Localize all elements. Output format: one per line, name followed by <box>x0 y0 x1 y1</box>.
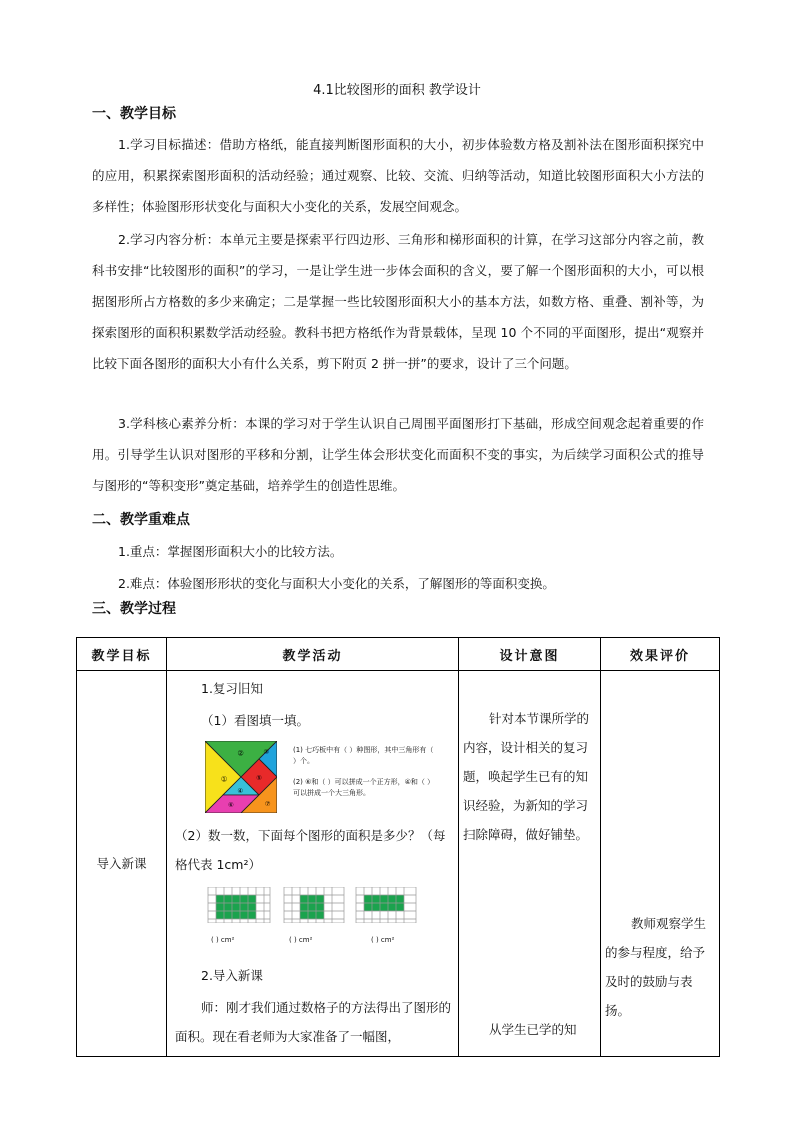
tangram-label-4: ④ <box>237 786 244 795</box>
paragraph-content-analysis: 2.学习内容分析：本单元主要是探索平行四边形、三角形和梯形面积的计算，在学习这部分内容之前，教科书安排“比较图形的面积”的学习，一是让学生进一步体会面积的含义，要了解一个图形面积的大小，可以根据图形所占方格数的多少来确定；二是掌握一些比较图形面积大小的基本方法，如数方格、重叠、割补等，为探索图形的面积积累数学活动经验。教科书把方格纸作为背景载体，呈现 10 个不同的平面图形，提出“观察并比较下面各图形的面积大小有什么关系，剪下附页 2 拼一拼”的要求，设计了三个问题。 <box>92 232 704 371</box>
teaching-process-table <box>76 637 720 1057</box>
cell-intent <box>459 671 601 1057</box>
tangram-fill-question-2: (2) ⑥和（ ）可以拼成一个正方形，④和（ ）可以拼成一个大三角形。 <box>293 778 435 797</box>
tangram-label-6: ⑥ <box>228 801 234 810</box>
tangram-figure <box>205 741 277 813</box>
table-header-row <box>77 638 720 671</box>
intent-text-2: 从学生已学的知 <box>489 1022 577 1037</box>
header-evaluation: 效果评价 <box>601 638 720 671</box>
header-activity: 教学活动 <box>167 638 459 671</box>
activity-intro-heading: 2.导入新课 <box>201 968 263 983</box>
grid-answer-2: ( ) cm² <box>289 936 313 944</box>
list-item-difficulty: 2.难点：体验图形形状的变化与面积大小变化的关系，了解图形的等面积变换。 <box>118 576 555 591</box>
activity-question-2: （2）数一数，下面每个图形的面积是多少？（每格代表 1cm²） <box>175 828 446 872</box>
section-heading-key-points: 二、教学重难点 <box>92 512 190 528</box>
list-item-key-point: 1.重点：掌握图形面积大小的比较方法。 <box>118 544 343 559</box>
section-heading-goals: 一、教学目标 <box>92 106 176 122</box>
tangram-label-7: ⑦ <box>264 799 271 808</box>
paragraph-literacy-analysis: 3.学科核心素养分析：本课的学习对于学生认识自己周围平面图形打下基础，形成空间观念起着重要的作用。引导学生认识对图形的平移和分割，让学生体会形状变化而面积不变的事实，为后续学习面积公式的推导与图形的“等积变形”奠定基础，培养学生的创造性思维。 <box>92 416 704 493</box>
tangram-label-1: ① <box>220 774 228 784</box>
grid-figure-2 <box>283 887 345 923</box>
tangram-label-2: ② <box>237 748 244 758</box>
section-heading-process: 三、教学过程 <box>92 601 176 617</box>
evaluation-text: 教师观察学生的参与程度，给予及时的鼓励与表扬。 <box>605 916 707 1018</box>
table-row <box>77 671 720 1057</box>
header-intent: 设计意图 <box>459 638 601 671</box>
cell-evaluation <box>601 671 720 1057</box>
cell-activity <box>167 671 459 1057</box>
grid-answer-3: ( ) cm² <box>371 936 395 944</box>
tangram-label-3: ③ <box>263 747 270 756</box>
activity-question-1: （1）看图填一填。 <box>201 713 309 728</box>
activity-review-heading: 1.复习旧知 <box>201 681 263 696</box>
document-title: 4.1比较图形的面积 教学设计 <box>313 83 481 98</box>
header-goal: 教学目标 <box>77 638 167 671</box>
cell-goal <box>77 671 167 1057</box>
grid-figure-1 <box>207 887 271 923</box>
intent-text-1: 针对本节课所学的内容，设计相关的复习题，唤起学生已有的知识经验，为新知的学习扫除障碍，做好铺垫。 <box>463 711 590 842</box>
tangram-fill-question-1: (1) 七巧板中有（ ）种图形，其中三角形有（ ）个。 <box>293 746 434 765</box>
tangram-label-5: ⑤ <box>256 773 262 782</box>
grid-answer-1: ( ) cm² <box>211 936 235 944</box>
paragraph-goal-description: 1.学习目标描述：借助方格纸，能直接判断图形面积的大小，初步体验数方格及割补法在图形面积探究中的应用，积累探索图形面积的活动经验；通过观察、比较、交流、归纳等活动，知道比较图形面积大小方法的多样性；体验图形形状变化与面积大小变化的关系，发展空间观念。 <box>92 137 704 214</box>
grid-figure-3 <box>355 887 417 923</box>
goal-text: 导入新课 <box>96 856 147 871</box>
activity-teacher-text: 师：刚才我们通过数格子的方法得出了图形的面积。现在看老师为大家准备了一幅图， <box>175 1000 452 1044</box>
